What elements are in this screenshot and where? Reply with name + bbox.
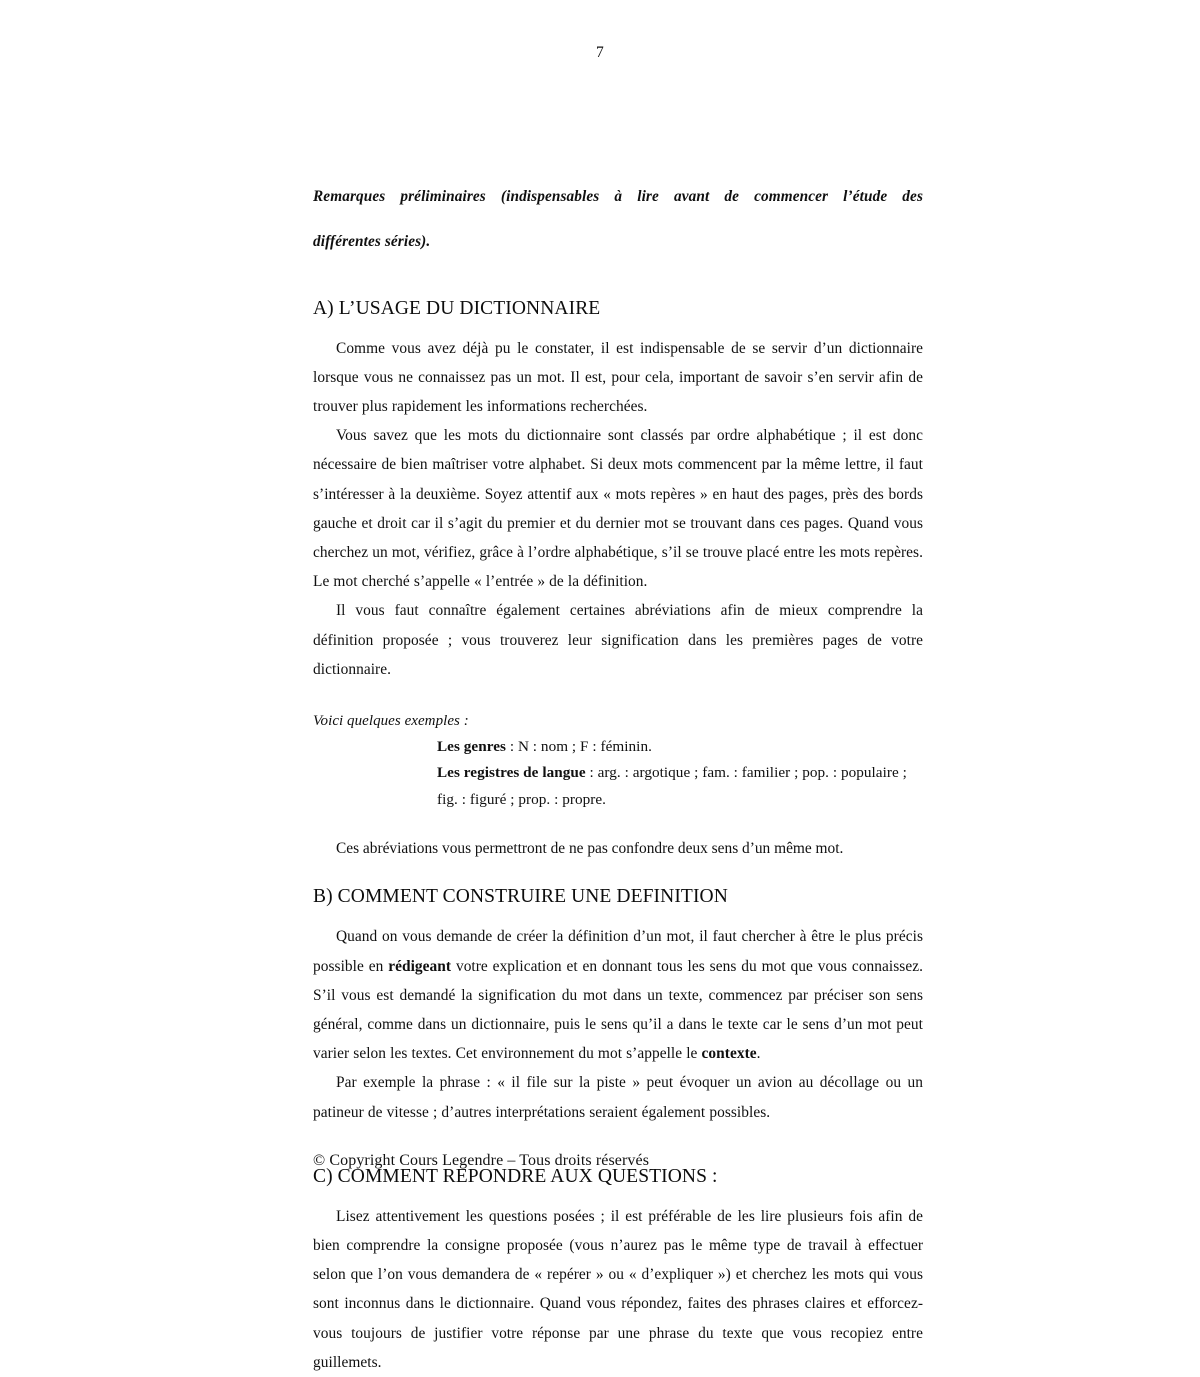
paragraph-abbreviations-closing: Ces abréviations vous permettront de ne pas confondre deux sens d’un même mot. <box>336 840 844 858</box>
example-text-registres: : arg. : argotique ; fam. : familier ; pop. : populaire ; <box>585 764 907 782</box>
paragraph-b-2: Par exemple la phrase : « il file sur la piste » peut évoquer un avion au décollage ou un patineur de vitesse ; d’autres interprétations seraient également possibles. <box>313 1074 923 1121</box>
paragraph-b-1-bold-contexte: contexte <box>701 1045 757 1063</box>
paragraph-b-1-part-2: votre explication et en donnant tous les sens du mot que vous connaissez. S’il vous est demandé la signification du mot dans un texte, commencez par préciser son sens général, comme dans un dictionnaire, puis le sens qu’il a dans le texte car le sens d’un mot peut varier selon les textes. Cet environnement du mot s’appelle le <box>313 957 923 1063</box>
preliminary-remarks-note <box>313 186 923 254</box>
paragraph-b-1-part-1: Quand on vous demande de créer la définition d’un mot, il faut chercher à être le plus précis possible en <box>313 928 923 975</box>
heading-section-c: C) COMMENT REPONDRE AUX QUESTIONS : <box>313 1165 718 1187</box>
example-label-genres: Les genres <box>437 737 506 755</box>
example-item-registres-continuation: fig. : figuré ; prop. : propre. <box>437 790 606 808</box>
paragraph-b-1-bold-redigeant: rédigeant <box>388 957 452 975</box>
example-item-registres <box>437 760 923 787</box>
paragraph-a-3: Il vous faut connaître également certaines abréviations afin de mieux comprendre la définition proposée ; vous trouverez leur signification dans les premières pages de votre dictionnaire. <box>313 602 923 678</box>
examples-intro: Voici quelques exemples : <box>313 712 469 729</box>
paragraph-a-1: Comme vous avez déjà pu le constater, il est indispensable de se servir d’un dictionnaire lorsque vous ne connaissez pas un mot. Il est, pour cela, important de savoir s’en servir afin de trouver plus rapidement les informations recherchées. <box>313 339 923 415</box>
paragraph-c-1: Lisez attentivement les questions posées ; il est préférable de les lire plusieurs fois afin de bien comprendre la consigne proposée (vous n’aurez pas le même type de travail à effectuer selon que l’on vous demandera de « repérer » ou « d’expliquer ») et cherchez les mots qui vous sont inconnus dans le dictionnaire. Quand vous répondez, faites des phrases claires et efforcez-vous toujours de justifier votre réponse par une phrase du texte que vous recopiez entre guillemets. <box>313 1207 923 1371</box>
example-text-genres: : N : nom ; F : féminin. <box>505 737 652 755</box>
example-item-genres <box>437 734 923 761</box>
paragraph-b-1 <box>313 922 923 1068</box>
paragraph-b-1-part-3: . <box>756 1045 761 1063</box>
copyright-footer: © Copyright Cours Legendre – Tous droits réservés <box>313 1152 650 1169</box>
example-label-registres: Les registres de langue <box>437 764 586 782</box>
preliminary-remarks-line-2: différentes séries). <box>313 233 431 250</box>
heading-section-a: A) L’USAGE DU DICTIONNAIRE <box>313 297 601 319</box>
page-content <box>313 186 923 1377</box>
paragraph-a-2: Vous savez que les mots du dictionnaire sont classés par ordre alphabétique ; il est donc nécessaire de bien maîtriser votre alphabet. Si deux mots commencent par la même lettre, il faut s’intéresser à la deuxième. Soyez attentif aux « mots repères » en haut des pages, près des bords gauche et droit car il s’agit du premier et du dernier mot se trouvant dans ces pages. Quand vous cherchez un mot, vérifiez, grâce à l’ordre alphabétique, s’il se trouve placé entre les mots repères. Le mot cherché s’appelle « l’entrée » de la définition. <box>313 427 923 591</box>
preliminary-remarks-line-1: Remarques préliminaires (indispensables à lire avant de commencer l’étude des <box>313 188 923 205</box>
heading-section-b: B) COMMENT CONSTRUIRE UNE DEFINITION <box>313 886 728 908</box>
examples-block <box>313 708 923 814</box>
page-number: 7 <box>596 44 604 61</box>
